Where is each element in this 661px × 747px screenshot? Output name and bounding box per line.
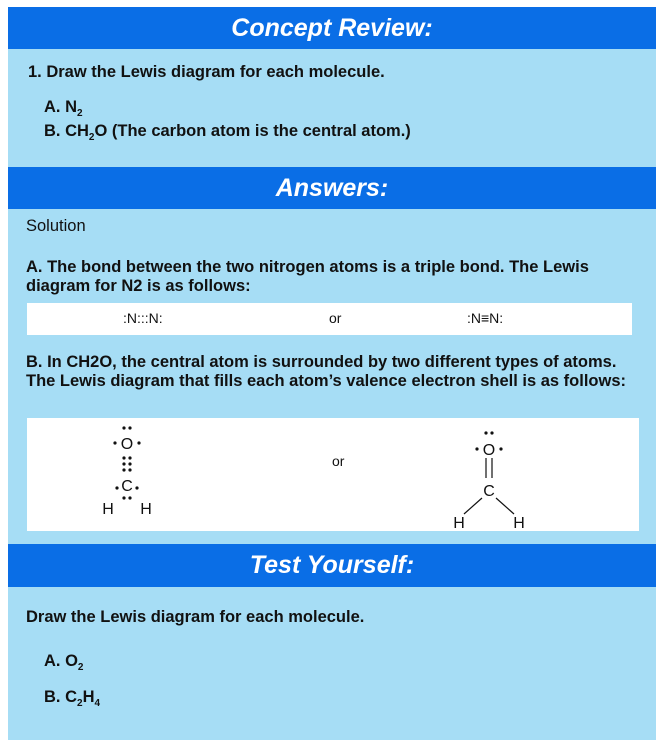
answers-header: [8, 167, 656, 209]
or-label-2: or: [332, 453, 345, 469]
carbon-atom-left: C: [121, 478, 133, 495]
ch2o-dot-structure: [102, 426, 152, 518]
concept-review-header: [8, 7, 656, 49]
ch2o-line-structure: [453, 431, 525, 531]
test-yourself-header: [8, 544, 656, 587]
hydrogen-atom-left-2: H: [140, 501, 152, 518]
answer-part-a: A. The bond between the two nitrogen atoms is a triple bond. The Lewis diagram for N2 is as follows:: [26, 258, 589, 295]
answers-title: Answers:: [275, 174, 389, 202]
hydrogen-atom-right-2: H: [513, 515, 525, 531]
n2-line-structure: :N≡N:: [467, 310, 504, 326]
concept-item-a: A. $N_2$: [44, 98, 83, 119]
ch2o-structures-svg: [27, 418, 639, 531]
concept-review-title: Concept Review:: [231, 14, 433, 42]
test-item-b: B. $C_2H_4$: [44, 688, 101, 709]
ch2o-diagram-box: [27, 418, 639, 531]
test-yourself-title: Test Yourself:: [249, 551, 415, 579]
test-item-a: A. $O_2$: [44, 652, 84, 673]
carbon-atom-right: C: [483, 483, 495, 500]
solution-label: Solution: [26, 217, 86, 235]
oxygen-atom-left: O: [120, 436, 134, 453]
hydrogen-atom-right-1: H: [453, 515, 465, 531]
hydrogen-atom-left-1: H: [102, 501, 114, 518]
concept-question: 1. Draw the Lewis diagram for each molecule.: [28, 63, 385, 81]
test-instruction: Draw the Lewis diagram for each molecule.: [26, 608, 365, 626]
n2-dot-structure: :N:::N:: [123, 310, 163, 326]
or-label-1: or: [329, 310, 342, 326]
concept-item-b: B. $CH_2O$ (The carbon atom is the central atom.): [44, 122, 411, 143]
oxygen-atom-right: O: [482, 442, 496, 459]
n2-diagram-box: [27, 303, 632, 335]
worksheet-panel: [8, 7, 656, 740]
answer-part-b: B. In CH2O, the central atom is surrounded by two different types of atoms. The Lewis diagram that fills each atom’s valence electron shell is as follows:: [26, 353, 627, 390]
